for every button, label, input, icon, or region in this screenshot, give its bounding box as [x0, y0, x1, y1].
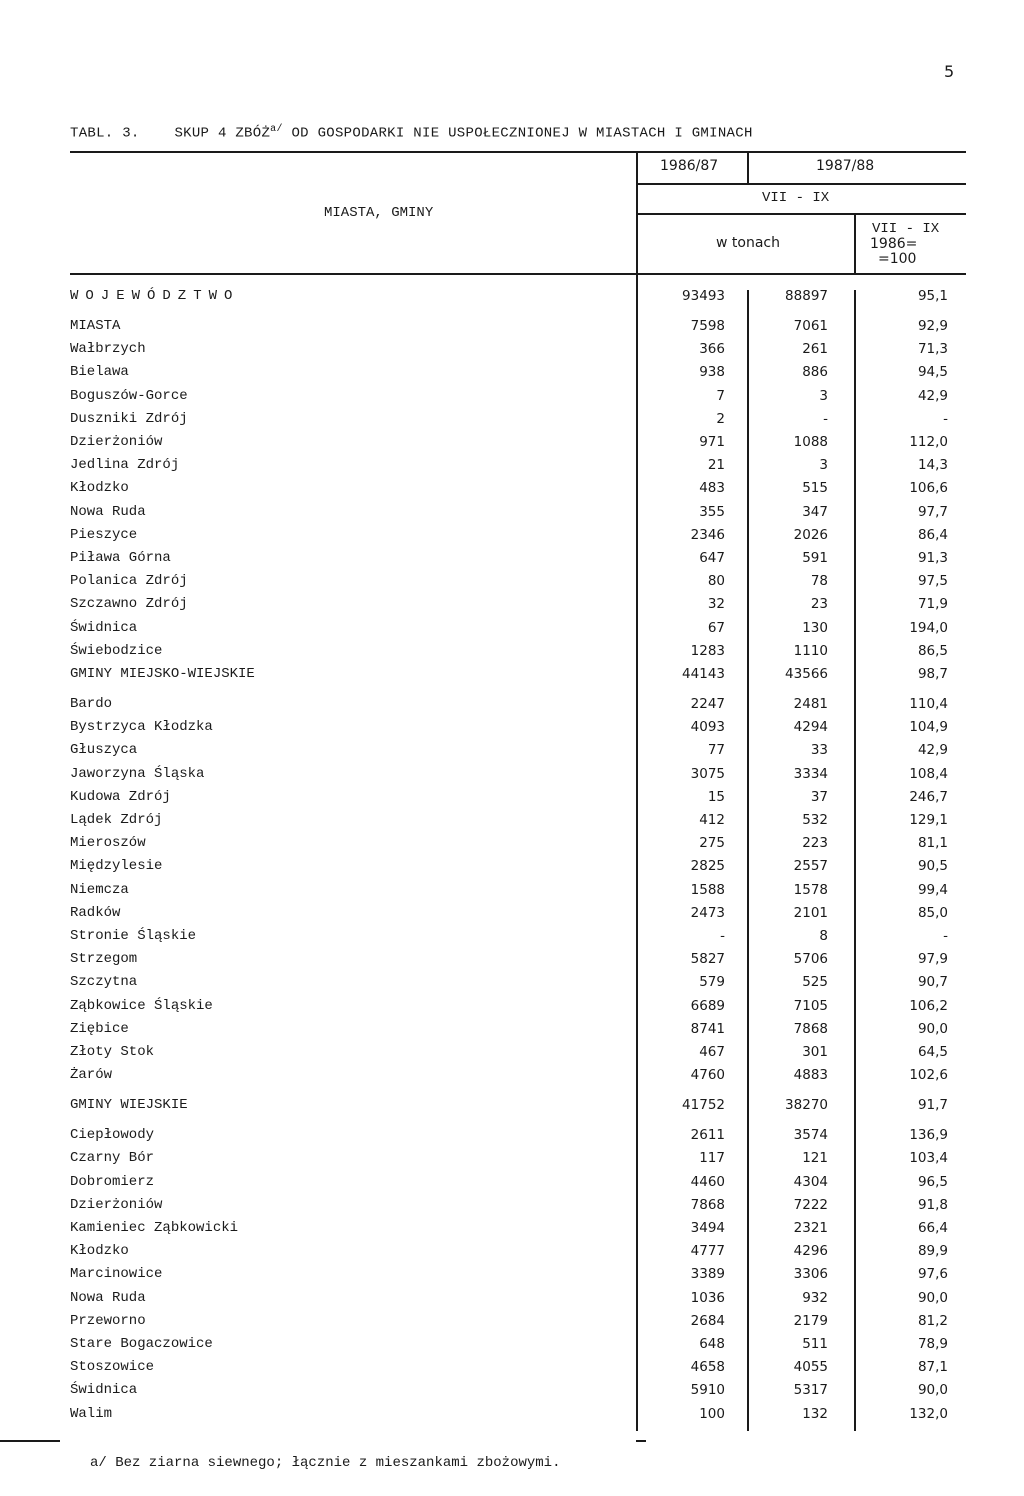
value-1987-88: 37: [810, 789, 828, 805]
value-1987-88: 4304: [793, 1174, 828, 1190]
table-row: [70, 812, 950, 834]
value-1986-87: -: [720, 928, 725, 944]
table-row: [70, 1044, 950, 1066]
row-name: Lądek Zdrój: [70, 812, 163, 828]
value-1987-88: 4296: [793, 1243, 828, 1259]
value-1987-88: 3574: [793, 1127, 828, 1143]
table-row: [70, 1197, 950, 1219]
header-col1-year: 1986/87: [660, 158, 719, 174]
index-value: -: [943, 411, 948, 427]
table-row: [70, 341, 950, 363]
index-value: 90,0: [917, 1021, 948, 1037]
index-value: 106,6: [909, 480, 948, 496]
col-divider-2: [747, 151, 749, 184]
table-row: [70, 766, 950, 788]
header-col2-year: 1987/88: [816, 158, 875, 174]
row-name: Ząbkowice Śląskie: [70, 998, 213, 1014]
value-1986-87: 3075: [690, 766, 725, 782]
row-name: Duszniki Zdrój: [70, 411, 188, 427]
row-name: Piława Górna: [70, 550, 171, 566]
table-row: [70, 411, 950, 433]
table-row: [70, 666, 950, 688]
value-1986-87: 1036: [690, 1290, 725, 1306]
index-value: 104,9: [909, 719, 948, 735]
table-row: [70, 1313, 950, 1335]
index-value: 81,1: [917, 835, 948, 851]
value-1986-87: 32: [707, 596, 725, 612]
table-row: [70, 1406, 950, 1428]
value-1987-88: 2557: [793, 858, 828, 874]
index-value: 110,4: [909, 696, 948, 712]
row-name: Dobromierz: [70, 1174, 155, 1190]
value-1987-88: 2101: [793, 905, 828, 921]
index-value: 98,7: [917, 666, 948, 682]
header-bottom-rule: [70, 273, 966, 275]
value-1986-87: 366: [699, 341, 725, 357]
index-value: 90,5: [917, 858, 948, 874]
index-value: 14,3: [917, 457, 948, 473]
value-1987-88: 3: [819, 388, 828, 404]
index-value: 42,9: [917, 388, 948, 404]
value-1987-88: 4294: [793, 719, 828, 735]
value-1987-88: 525: [802, 974, 828, 990]
row-name: Szczytna: [70, 974, 138, 990]
value-1987-88: 3334: [793, 766, 828, 782]
value-1986-87: 2825: [690, 858, 725, 874]
value-1986-87: 41752: [682, 1097, 725, 1113]
header-year-rule: [638, 183, 966, 185]
row-name: Radków: [70, 905, 121, 921]
table-row: [70, 527, 950, 549]
index-value: 71,9: [917, 596, 948, 612]
value-1987-88: 932: [802, 1290, 828, 1306]
index-value: 132,0: [909, 1406, 948, 1422]
index-value: 42,9: [917, 742, 948, 758]
page-number: 5: [944, 62, 955, 81]
index-value: 136,9: [909, 1127, 948, 1143]
row-name: Pieszyce: [70, 527, 138, 543]
index-value: 66,4: [917, 1220, 948, 1236]
value-1986-87: 77: [707, 742, 725, 758]
row-name: Czarny Bór: [70, 1150, 155, 1166]
index-value: 97,5: [917, 573, 948, 589]
row-name: Jaworzyna Śląska: [70, 766, 205, 782]
footnote-marker: a/: [270, 124, 283, 135]
table-row: [70, 719, 950, 741]
value-1987-88: 347: [802, 504, 828, 520]
value-1986-87: 4460: [690, 1174, 725, 1190]
value-1986-87: 483: [699, 480, 725, 496]
row-name: GMINY WIEJSKIE: [70, 1097, 188, 1113]
value-1986-87: 648: [699, 1336, 725, 1352]
row-name: Stoszowice: [70, 1359, 155, 1375]
value-1987-88: 8: [819, 928, 828, 944]
value-1986-87: 67: [707, 620, 725, 636]
bottom-rule-2: [636, 1440, 646, 1442]
value-1986-87: 3389: [690, 1266, 725, 1282]
value-1987-88: 2179: [793, 1313, 828, 1329]
row-name: Kłodzko: [70, 480, 129, 496]
table-title: [70, 124, 753, 142]
row-name: Stronie Śląskie: [70, 928, 197, 944]
col-divider-3: [854, 213, 856, 274]
value-1987-88: 515: [802, 480, 828, 496]
index-value: 92,9: [917, 318, 948, 334]
value-1986-87: 2611: [690, 1127, 725, 1143]
value-1986-87: 93493: [682, 288, 725, 304]
value-1987-88: 1110: [793, 643, 828, 659]
table-row: [70, 1243, 950, 1265]
index-value: 89,9: [917, 1243, 948, 1259]
header-row-label: MIASTA, GMINY: [324, 205, 434, 221]
index-value: 97,7: [917, 504, 948, 520]
index-value: 103,4: [909, 1150, 948, 1166]
header-index-base-2: =100: [878, 251, 917, 267]
table-row: [70, 1220, 950, 1242]
row-name: Mieroszów: [70, 835, 146, 851]
table-row: [70, 1174, 950, 1196]
row-name: Świebodzice: [70, 643, 163, 659]
table-row: [70, 1150, 950, 1172]
index-value: 97,9: [917, 951, 948, 967]
value-1987-88: 7105: [793, 998, 828, 1014]
table-row: [70, 318, 950, 340]
table-row: [70, 789, 950, 811]
value-1987-88: 43566: [785, 666, 828, 682]
table-row: [70, 434, 950, 456]
row-name: Ziębice: [70, 1021, 129, 1037]
table-row: [70, 835, 950, 857]
footnote: a/ Bez ziarna siewnego; łącznie z mieszankami zbożowymi.: [90, 1455, 561, 1471]
value-1986-87: 15: [707, 789, 725, 805]
row-name: Stare Bogaczowice: [70, 1336, 213, 1352]
index-value: 87,1: [917, 1359, 948, 1375]
table-row: [70, 288, 950, 310]
table-row: [70, 620, 950, 642]
value-1986-87: 3494: [690, 1220, 725, 1236]
index-value: 246,7: [909, 789, 948, 805]
table-row: [70, 951, 950, 973]
table-row: [70, 457, 950, 479]
value-1987-88: 1088: [793, 434, 828, 450]
index-value: 95,1: [917, 288, 948, 304]
value-1986-87: 4777: [690, 1243, 725, 1259]
index-value: 91,7: [917, 1097, 948, 1113]
value-1986-87: 2684: [690, 1313, 725, 1329]
table-row: [70, 905, 950, 927]
value-1986-87: 7598: [690, 318, 725, 334]
value-1987-88: 261: [802, 341, 828, 357]
value-1986-87: 2: [716, 411, 725, 427]
value-1986-87: 21: [707, 457, 725, 473]
index-value: -: [943, 928, 948, 944]
row-name: Nowa Ruda: [70, 1290, 146, 1306]
value-1987-88: 511: [802, 1336, 828, 1352]
index-value: 86,5: [917, 643, 948, 659]
row-name: Polanica Zdrój: [70, 573, 188, 589]
value-1987-88: 3: [819, 457, 828, 473]
value-1986-87: 2346: [690, 527, 725, 543]
row-name: Kłodzko: [70, 1243, 129, 1259]
value-1986-87: 355: [699, 504, 725, 520]
bottom-rule: [0, 1440, 60, 1442]
index-value: 71,3: [917, 341, 948, 357]
value-1986-87: 44143: [682, 666, 725, 682]
row-name: Świdnica: [70, 620, 138, 636]
row-name: Złoty Stok: [70, 1044, 155, 1060]
value-1987-88: 1578: [793, 882, 828, 898]
table-row: [70, 504, 950, 526]
row-name: Boguszów-Gorce: [70, 388, 188, 404]
index-value: 194,0: [909, 620, 948, 636]
header-unit: w tonach: [716, 235, 780, 251]
table-row: [70, 643, 950, 665]
value-1987-88: 532: [802, 812, 828, 828]
table-number: TABL. 3.: [70, 125, 140, 142]
index-value: 96,5: [917, 1174, 948, 1190]
value-1987-88: 7061: [793, 318, 828, 334]
row-name: Niemcza: [70, 882, 129, 898]
row-name: MIASTA: [70, 318, 121, 334]
row-name: Świdnica: [70, 1382, 138, 1398]
table-row: [70, 596, 950, 618]
value-1987-88: 33: [810, 742, 828, 758]
value-1986-87: 647: [699, 550, 725, 566]
value-1986-87: 100: [699, 1406, 725, 1422]
value-1986-87: 1588: [690, 882, 725, 898]
value-1986-87: 2473: [690, 905, 725, 921]
title-text: SKUP 4 ZBÓŻ: [174, 125, 271, 142]
row-name: Strzegom: [70, 951, 138, 967]
value-1986-87: 412: [699, 812, 725, 828]
table-row: [70, 1266, 950, 1288]
value-1987-88: 23: [810, 596, 828, 612]
row-name: WOJEWÓDZTWO: [70, 288, 240, 304]
index-value: 112,0: [909, 434, 948, 450]
value-1986-87: 80: [707, 573, 725, 589]
table-row: [70, 1359, 950, 1381]
index-value: 91,3: [917, 550, 948, 566]
row-name: GMINY MIEJSKO-WIEJSKIE: [70, 666, 255, 682]
value-1987-88: 301: [802, 1044, 828, 1060]
value-1987-88: 5317: [793, 1382, 828, 1398]
value-1986-87: 938: [699, 364, 725, 380]
table-row: [70, 1336, 950, 1358]
value-1987-88: 591: [802, 550, 828, 566]
value-1987-88: 78: [810, 573, 828, 589]
header-index-base-1: 1986=: [870, 236, 918, 252]
value-1987-88: 7222: [793, 1197, 828, 1213]
value-1987-88: 3306: [793, 1266, 828, 1282]
table-row: [70, 1290, 950, 1312]
table-row: [70, 1097, 950, 1119]
index-value: 90,0: [917, 1382, 948, 1398]
table-row: [70, 882, 950, 904]
value-1986-87: 4093: [690, 719, 725, 735]
value-1987-88: 2481: [793, 696, 828, 712]
row-name: Kudowa Zdrój: [70, 789, 171, 805]
index-value: 102,6: [909, 1067, 948, 1083]
row-name: Międzylesie: [70, 858, 163, 874]
value-1986-87: 5827: [690, 951, 725, 967]
value-1987-88: 130: [802, 620, 828, 636]
index-value: 108,4: [909, 766, 948, 782]
header-top-rule: [70, 151, 966, 153]
value-1986-87: 467: [699, 1044, 725, 1060]
index-value: 94,5: [917, 364, 948, 380]
index-value: 129,1: [909, 812, 948, 828]
value-1987-88: 223: [802, 835, 828, 851]
table-row: [70, 550, 950, 572]
title-rest: OD GOSPODARKI NIE USPOŁECZNIONEJ W MIASTACH I GMINACH: [291, 125, 753, 142]
value-1986-87: 4658: [690, 1359, 725, 1375]
row-name: Ciepłowody: [70, 1127, 155, 1143]
table-row: [70, 742, 950, 764]
value-1986-87: 5910: [690, 1382, 725, 1398]
value-1986-87: 8741: [690, 1021, 725, 1037]
row-name: Bielawa: [70, 364, 129, 380]
row-name: Dzierżoniów: [70, 434, 163, 450]
value-1986-87: 4760: [690, 1067, 725, 1083]
table-row: [70, 858, 950, 880]
table-row: [70, 573, 950, 595]
index-value: 85,0: [917, 905, 948, 921]
value-1986-87: 7: [716, 388, 725, 404]
table-row: [70, 480, 950, 502]
table-row: [70, 1067, 950, 1089]
row-name: Żarów: [70, 1067, 113, 1083]
header-index-period: VII - IX: [872, 221, 940, 237]
header-period: VII - IX: [762, 190, 830, 206]
index-value: 90,7: [917, 974, 948, 990]
row-name: Przeworno: [70, 1313, 146, 1329]
value-1987-88: 38270: [785, 1097, 828, 1113]
row-name: Nowa Ruda: [70, 504, 146, 520]
value-1987-88: 132: [802, 1406, 828, 1422]
value-1986-87: 7868: [690, 1197, 725, 1213]
value-1987-88: 4055: [793, 1359, 828, 1375]
value-1986-87: 971: [699, 434, 725, 450]
table-row: [70, 364, 950, 386]
row-name: Głuszyca: [70, 742, 138, 758]
value-1987-88: 88897: [785, 288, 828, 304]
table-row: [70, 1382, 950, 1404]
row-name: Jedlina Zdrój: [70, 457, 180, 473]
row-name: Bystrzyca Kłodzka: [70, 719, 213, 735]
table-row: [70, 1127, 950, 1149]
index-value: 78,9: [917, 1336, 948, 1352]
table-row: [70, 388, 950, 410]
row-name: Dzierżoniów: [70, 1197, 163, 1213]
index-value: 64,5: [917, 1044, 948, 1060]
row-name: Bardo: [70, 696, 113, 712]
value-1987-88: 2321: [793, 1220, 828, 1236]
table-row: [70, 1021, 950, 1043]
value-1986-87: 1283: [690, 643, 725, 659]
row-name: Szczawno Zdrój: [70, 596, 188, 612]
value-1986-87: 2247: [690, 696, 725, 712]
value-1987-88: 5706: [793, 951, 828, 967]
row-name: Walim: [70, 1406, 113, 1422]
table-row: [70, 998, 950, 1020]
table-row: [70, 928, 950, 950]
value-1986-87: 6689: [690, 998, 725, 1014]
value-1986-87: 275: [699, 835, 725, 851]
value-1987-88: -: [823, 411, 828, 427]
row-name: Kamieniec Ząbkowicki: [70, 1220, 239, 1236]
index-value: 106,2: [909, 998, 948, 1014]
index-value: 91,8: [917, 1197, 948, 1213]
row-name: Wałbrzych: [70, 341, 146, 357]
index-value: 99,4: [917, 882, 948, 898]
index-value: 97,6: [917, 1266, 948, 1282]
value-1986-87: 579: [699, 974, 725, 990]
table-row: [70, 974, 950, 996]
value-1987-88: 886: [802, 364, 828, 380]
value-1987-88: 7868: [793, 1021, 828, 1037]
value-1986-87: 117: [699, 1150, 725, 1166]
row-name: Marcinowice: [70, 1266, 163, 1282]
table-row: [70, 696, 950, 718]
value-1987-88: 4883: [793, 1067, 828, 1083]
value-1987-88: 121: [802, 1150, 828, 1166]
header-period-rule: [638, 213, 966, 215]
index-value: 81,2: [917, 1313, 948, 1329]
index-value: 90,0: [917, 1290, 948, 1306]
index-value: 86,4: [917, 527, 948, 543]
value-1987-88: 2026: [793, 527, 828, 543]
